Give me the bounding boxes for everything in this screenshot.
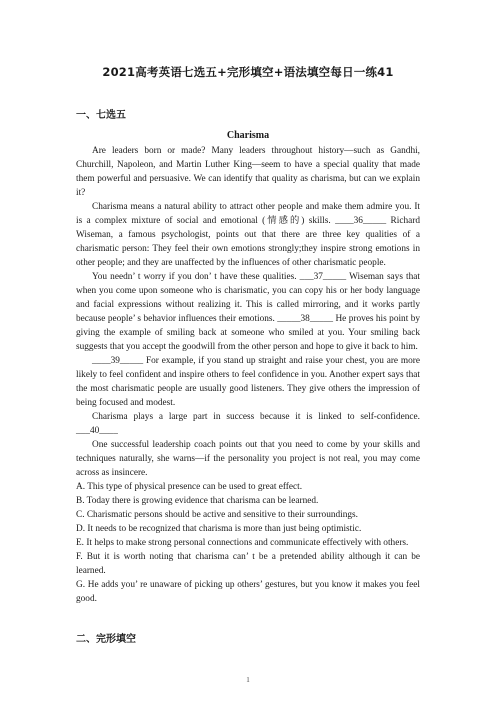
document-title: 2021高考英语七选五+完形填空+语法填空每日一练41 — [102, 65, 394, 79]
option-e: E. It helps to make strong personal connections and communicate effectively with others. — [76, 538, 409, 548]
option-g: G. He adds you’ re unaware of picking up others’ gestures, but you know it makes you feel good. — [76, 580, 420, 604]
passage-title: Charisma — [226, 130, 270, 141]
page-number: 1 — [246, 676, 250, 684]
paragraph: Are leaders born or made? Many leaders throughout history—such as Gandhi, Churchill, Napoleon, and Martin Luther King—seem to have a special quality that made them powerful and persuasive. We can identify that quality as charisma, but can we explain it? — [76, 146, 420, 198]
paragraph: ____39_____ For example, if you stand up straight and raise your chest, you are more likely to feel confident and inspire others to feel confidence in you. Another expert says that the most charismatic people are usually good listeners. They give others the impression of being focused and modest. — [76, 356, 420, 408]
section-heading-cloze: 二、完形填空 — [76, 634, 136, 645]
paragraph: Charisma plays a large part in success because it is linked to self-confidence. ___40____ — [76, 412, 420, 436]
option-d: D. It needs to be recognized that charisma is more than just being optimistic. — [76, 524, 362, 534]
section-heading-seven-choose-five: 一、七选五 — [76, 110, 126, 121]
option-f: F. But it is worth noting that charisma can’ t be a pretended ability although it can be learned. — [76, 552, 420, 576]
paragraph: You needn’ t worry if you don’ t have these qualities. ___37_____ Wiseman says that when you come upon someone who is charismatic, you can copy his or her body language and facial expressions without realizing it. This is called mirroring, and it works partly because people’ s behavior influences their emotions. _____38_____ He proves his point by giving the example of smiling back at someone who smiled at you. Your smiling back suggests that you accept the goodwill from the other person and hope to give it back to him. — [76, 272, 420, 352]
paragraph: One successful leadership coach points out that you need to come by your skills and techniques naturally, she warns—if the personality you project is not real, you may come across as insincere. — [76, 440, 420, 478]
passage-body — [76, 144, 420, 606]
option-c: C. Charismatic persons should be active and sensitive to their surroundings. — [76, 510, 358, 520]
paragraph: Charisma means a natural ability to attract other people and make them admire you. It is a complex mixture of social and emotional (情感的) skills. ____36_____ Richard Wiseman, a famous psychologist, points out that there are three key qualities of a charismatic person: They feel their own emotions strongly;they inspire strong emotions in other people; and they are unaffected by the influences of other charismatic people. — [76, 202, 420, 268]
option-a: A. This type of physical presence can be used to great effect. — [76, 482, 303, 492]
option-b: B. Today there is growing evidence that charisma can be learned. — [76, 496, 319, 506]
